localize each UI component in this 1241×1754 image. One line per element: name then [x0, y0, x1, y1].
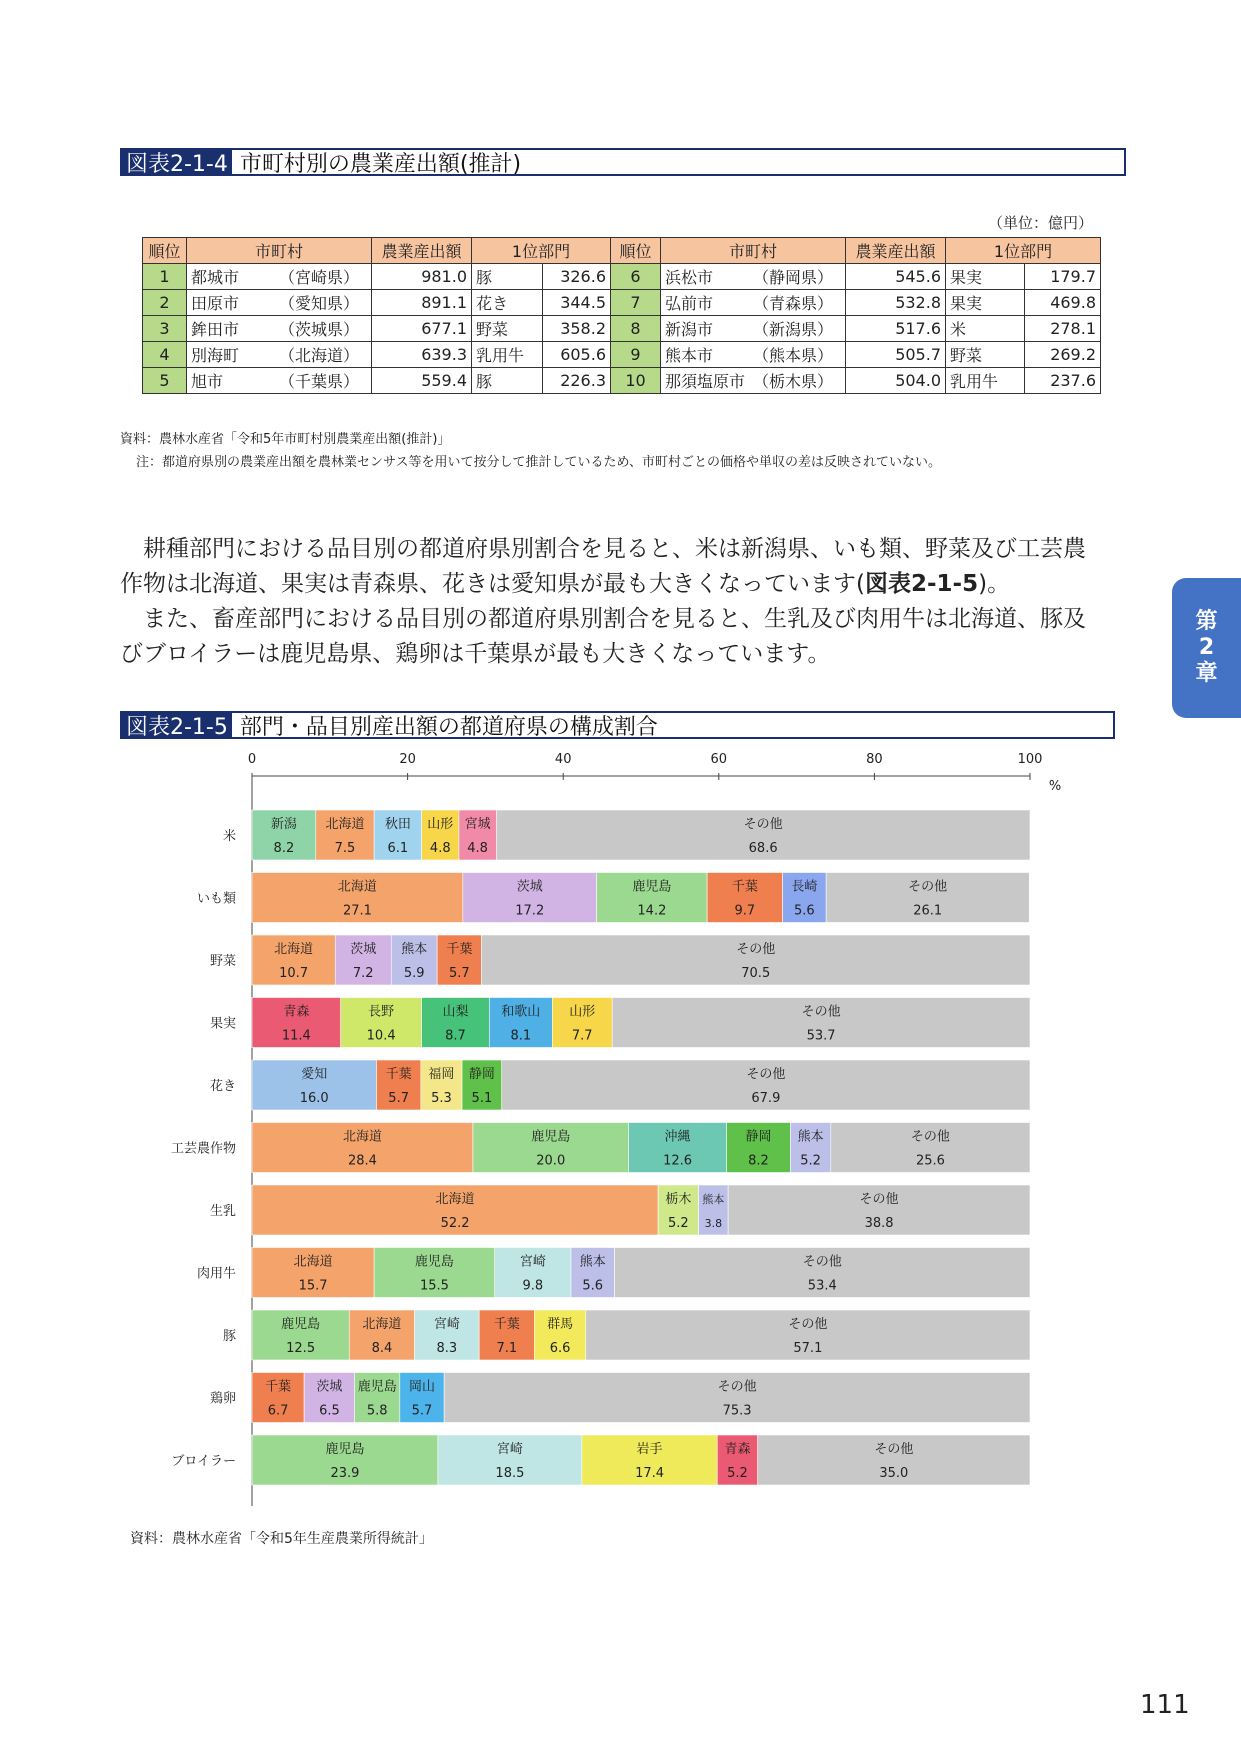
segment-label: その他 — [736, 942, 776, 957]
category-label: 花き — [209, 1079, 236, 1094]
segment-label: その他 — [788, 1317, 828, 1332]
segment-label: 岩手 — [636, 1442, 663, 1457]
segment-value: 52.2 — [440, 1216, 470, 1231]
segment-label: 北海道 — [274, 942, 314, 957]
segment-value: 3.8 — [704, 1217, 723, 1230]
segment-label: 宮城 — [464, 817, 491, 832]
header-city: 市町村 — [661, 238, 846, 264]
figure-number: 図表2-1-4 — [122, 150, 232, 174]
header-output: 農業産出額 — [372, 238, 472, 264]
segment-label: 北海道 — [293, 1254, 333, 1270]
segment-label: 愛知 — [301, 1067, 328, 1082]
segment-value: 67.9 — [751, 1091, 781, 1106]
prefecture-name: （愛知県） — [279, 294, 360, 313]
city-cell — [187, 316, 372, 342]
segment-value: 18.5 — [495, 1466, 525, 1481]
dept-value-cell: 605.6 — [542, 342, 610, 368]
segment-label: 静岡 — [468, 1067, 495, 1082]
category-label: 鶏卵 — [209, 1391, 236, 1407]
dept-cell: 乳用牛 — [472, 342, 543, 368]
stacked-bar-chart — [0, 740, 1241, 1540]
segment-label: 鹿児島 — [531, 1129, 571, 1145]
segment-value: 8.2 — [273, 841, 295, 856]
city-name: 田原市 — [191, 294, 240, 313]
segment-label: その他 — [908, 879, 948, 895]
header-rank: 順位 — [143, 238, 187, 264]
city-cell — [187, 264, 372, 290]
segment-label: その他 — [746, 1067, 786, 1082]
segment-value: 4.8 — [467, 841, 488, 856]
segment-label: 千葉 — [265, 1379, 292, 1395]
rank-cell: 7 — [611, 290, 661, 316]
prefecture-name: （新潟県） — [753, 320, 834, 339]
segment-value: 5.1 — [471, 1091, 493, 1106]
segment-value: 75.3 — [722, 1403, 752, 1419]
segment-label: 長野 — [368, 1004, 395, 1020]
chapter-tab-char: 章 — [1195, 661, 1218, 686]
segment-value: 16.0 — [299, 1091, 329, 1106]
category-label: 豚 — [222, 1329, 236, 1344]
segment-label: 北海道 — [362, 1317, 402, 1332]
city-name: 旭市 — [191, 372, 224, 391]
output-cell: 504.0 — [846, 368, 946, 394]
segment-value: 9.8 — [522, 1278, 544, 1294]
segment-label: 北海道 — [337, 879, 377, 895]
segment-value: 8.1 — [510, 1028, 532, 1044]
segment-value: 7.5 — [334, 841, 356, 856]
segment-label: 新潟 — [270, 817, 297, 832]
output-cell: 891.1 — [372, 290, 472, 316]
segment-value: 17.2 — [515, 903, 545, 919]
rank-cell: 1 — [143, 264, 187, 290]
segment-label: 茨城 — [316, 1379, 343, 1395]
segment-value: 57.1 — [793, 1341, 823, 1356]
segment-label: 山梨 — [442, 1004, 469, 1020]
segment-value: 5.2 — [668, 1216, 689, 1231]
segment-label: 岡山 — [408, 1379, 436, 1395]
table-row — [143, 316, 1101, 342]
figure-reference: 図表2-1-5 — [864, 571, 979, 597]
output-cell: 532.8 — [846, 290, 946, 316]
header-output: 農業産出額 — [846, 238, 946, 264]
segment-label: その他 — [743, 817, 783, 832]
table-row — [143, 290, 1101, 316]
segment-value: 12.5 — [286, 1341, 316, 1356]
segment-label: 北海道 — [435, 1192, 475, 1207]
segment-label: 鹿児島 — [357, 1379, 397, 1395]
segment-label: 鹿児島 — [414, 1254, 454, 1270]
table-row — [143, 264, 1101, 290]
dept-value-cell: 226.3 — [542, 368, 610, 394]
dept-value-cell: 344.5 — [542, 290, 610, 316]
segment-value: 14.2 — [637, 903, 667, 919]
segment-label: 沖縄 — [664, 1129, 691, 1145]
dept-cell: 野菜 — [472, 316, 543, 342]
x-tick-label: 20 — [399, 752, 416, 767]
segment-value: 6.1 — [387, 841, 409, 856]
segment-label: その他 — [802, 1254, 842, 1270]
page-number: 111 — [1140, 1690, 1190, 1720]
dept-value-cell: 469.8 — [1025, 290, 1101, 316]
segment-value: 15.7 — [298, 1278, 328, 1294]
segment-label: 鹿児島 — [281, 1317, 321, 1332]
segment-label: 熊本 — [401, 942, 428, 957]
rank-cell: 4 — [143, 342, 187, 368]
prefecture-name: （茨城県） — [279, 320, 360, 339]
segment-label: 茨城 — [516, 879, 543, 895]
segment-value: 68.6 — [748, 841, 778, 856]
figure-number: 図表2-1-5 — [122, 713, 232, 737]
dept-cell: 野菜 — [946, 342, 1025, 368]
segment-value: 5.3 — [431, 1091, 452, 1106]
header-dept: 1位部門 — [946, 238, 1101, 264]
city-name: 弘前市 — [665, 294, 714, 313]
figure-title-text: 部門・品目別産出額の都道府県の構成割合 — [239, 714, 658, 740]
segment-label: 熊本 — [702, 1193, 725, 1206]
segment-value: 23.9 — [330, 1466, 360, 1481]
x-tick-label: 100 — [1017, 752, 1043, 767]
dept-cell: 豚 — [472, 368, 543, 394]
dept-cell: 米 — [946, 316, 1025, 342]
segment-value: 9.7 — [734, 903, 756, 919]
dept-value-cell: 179.7 — [1025, 264, 1101, 290]
dept-value-cell: 237.6 — [1025, 368, 1101, 394]
category-label: 生乳 — [209, 1204, 236, 1219]
segment-label: 山形 — [427, 817, 454, 832]
segment-label: 宮崎 — [496, 1442, 523, 1457]
city-name: 那須塩原市 — [665, 372, 746, 391]
category-label: いも類 — [196, 891, 236, 907]
segment-label: その他 — [874, 1442, 914, 1457]
segment-label: 宮崎 — [433, 1317, 460, 1332]
city-name: 別海町 — [191, 346, 240, 365]
segment-value: 7.7 — [571, 1028, 593, 1044]
segment-value: 5.9 — [403, 966, 425, 981]
city-cell — [187, 342, 372, 368]
chapter-tab-char: 2 — [1198, 635, 1215, 660]
segment-label: 青森 — [283, 1004, 310, 1020]
header-rank: 順位 — [611, 238, 661, 264]
header-city: 市町村 — [187, 238, 372, 264]
segment-value: 53.4 — [807, 1278, 837, 1294]
output-cell: 517.6 — [846, 316, 946, 342]
prefecture-name: （青森県） — [753, 294, 834, 313]
output-cell: 505.7 — [846, 342, 946, 368]
city-name: 熊本市 — [665, 346, 714, 365]
segment-label: 北海道 — [325, 817, 365, 832]
segment-value: 5.7 — [448, 966, 470, 981]
city-cell — [661, 290, 846, 316]
unit-label: （単位：億円） — [988, 214, 1094, 232]
prefecture-name: （宮崎県） — [279, 268, 360, 287]
city-name: 都城市 — [191, 268, 240, 287]
segment-value: 8.7 — [445, 1028, 466, 1044]
dept-cell: 乳用牛 — [946, 368, 1025, 394]
segment-label: 栃木 — [665, 1192, 692, 1207]
city-name: 鉾田市 — [191, 320, 240, 339]
segment-value: 6.6 — [549, 1341, 571, 1356]
rank-cell: 10 — [611, 368, 661, 394]
city-cell — [187, 290, 372, 316]
segment-label: その他 — [859, 1192, 899, 1207]
output-cell: 677.1 — [372, 316, 472, 342]
dept-cell: 花き — [472, 290, 543, 316]
segment-label: 千葉 — [731, 879, 758, 895]
segment-label: その他 — [717, 1379, 757, 1395]
segment-value: 5.6 — [582, 1278, 604, 1294]
figure-title-2-1-5 — [120, 711, 1115, 739]
segment-value: 6.5 — [319, 1403, 340, 1419]
segment-label: 宮崎 — [519, 1254, 546, 1270]
output-cell: 545.6 — [846, 264, 946, 290]
rank-cell: 5 — [143, 368, 187, 394]
header-dept: 1位部門 — [472, 238, 611, 264]
segment-value: 70.5 — [741, 966, 771, 981]
category-label: 果実 — [209, 1016, 236, 1032]
segment-value: 4.8 — [429, 841, 451, 856]
segment-value: 10.4 — [366, 1028, 396, 1044]
x-tick-label: 0 — [247, 752, 257, 767]
dept-cell: 果実 — [946, 290, 1025, 316]
segment-value: 7.1 — [496, 1341, 518, 1356]
dept-value-cell: 269.2 — [1025, 342, 1101, 368]
figure-title-text: 市町村別の農業産出額(推計) — [239, 151, 522, 177]
rank-cell: 6 — [611, 264, 661, 290]
footnote: 注：都道府県別の農業産出額を農林業センサス等を用いて按分して推計しているため、市町村ごとの価格や単収の差は反映されていない。 — [136, 455, 941, 470]
prefecture-name: （熊本県） — [753, 346, 834, 365]
paragraph-1 — [120, 532, 1105, 602]
prefecture-name: （栃木県） — [753, 372, 834, 391]
segment-value: 25.6 — [915, 1153, 945, 1169]
ranking-table — [142, 237, 1101, 394]
segment-value: 5.6 — [794, 903, 815, 919]
prefecture-name: （千葉県） — [279, 372, 360, 391]
city-name: 浜松市 — [665, 268, 714, 287]
paragraph-1-text: 耕種部門における品目別の都道府県別割合を見ると、米は新潟県、いも類、野菜及び工芸農作物は北海道、果実は青森県、花きは愛知県が最も大きくなっています( — [120, 536, 1086, 597]
segment-label: 青森 — [724, 1442, 751, 1457]
segment-value: 5.2 — [800, 1153, 821, 1169]
city-cell — [661, 264, 846, 290]
table-row — [143, 342, 1101, 368]
body-text — [120, 532, 1105, 672]
dept-cell: 果実 — [946, 264, 1025, 290]
category-label: 米 — [222, 829, 236, 844]
output-cell: 559.4 — [372, 368, 472, 394]
x-tick-label: 80 — [866, 752, 883, 767]
segment-value: 6.7 — [267, 1403, 289, 1419]
rank-cell: 3 — [143, 316, 187, 342]
segment-value: 5.7 — [411, 1403, 433, 1419]
segment-label: その他 — [910, 1129, 950, 1145]
segment-value: 7.2 — [352, 966, 374, 981]
table-row — [143, 368, 1101, 394]
segment-label: 福岡 — [428, 1067, 455, 1082]
segment-label: 山形 — [569, 1004, 596, 1020]
paragraph-1-end: )。 — [978, 571, 1011, 597]
segment-value: 5.8 — [366, 1403, 388, 1419]
dept-value-cell: 278.1 — [1025, 316, 1101, 342]
segment-value: 5.7 — [388, 1091, 409, 1106]
city-name: 新潟市 — [665, 320, 714, 339]
segment-label: その他 — [801, 1004, 841, 1020]
city-cell — [661, 342, 846, 368]
category-label: 工芸農作物 — [170, 1141, 236, 1157]
segment-value: 11.4 — [281, 1028, 311, 1044]
segment-label: 秋田 — [384, 817, 411, 832]
source-note: 資料：農林水産省「令和5年市町村別農業産出額(推計)」 — [120, 432, 451, 447]
category-label: ブロイラー — [171, 1454, 236, 1469]
chart-source: 資料：農林水産省「令和5年生産農業所得統計」 — [130, 1531, 433, 1547]
dept-cell: 豚 — [472, 264, 543, 290]
segment-value: 26.1 — [913, 903, 943, 919]
city-cell — [661, 316, 846, 342]
prefecture-name: （北海道） — [279, 346, 360, 365]
chapter-tab — [1172, 578, 1241, 718]
segment-value: 28.4 — [347, 1153, 377, 1169]
segment-label: 千葉 — [385, 1067, 412, 1082]
segment-label: 和歌山 — [501, 1004, 541, 1020]
rank-cell: 8 — [611, 316, 661, 342]
x-tick-label: 60 — [710, 752, 728, 767]
prefecture-name: （静岡県） — [753, 268, 834, 287]
x-tick-label: 40 — [554, 752, 572, 767]
category-label: 野菜 — [209, 954, 236, 969]
rank-cell: 2 — [143, 290, 187, 316]
segment-label: 茨城 — [350, 942, 377, 957]
segment-label: 群馬 — [547, 1317, 574, 1332]
segment-value: 35.0 — [879, 1466, 909, 1481]
segment-value: 8.2 — [748, 1153, 769, 1169]
segment-value: 8.4 — [371, 1341, 393, 1356]
output-cell: 639.3 — [372, 342, 472, 368]
segment-label: 千葉 — [493, 1317, 520, 1332]
city-cell — [661, 368, 846, 394]
segment-label: 熊本 — [797, 1129, 824, 1145]
rank-cell: 9 — [611, 342, 661, 368]
x-unit-label: % — [1048, 779, 1062, 794]
chapter-tab-char: 第 — [1195, 609, 1218, 634]
segment-label: 鹿児島 — [325, 1442, 365, 1457]
output-cell: 981.0 — [372, 264, 472, 290]
segment-label: 千葉 — [446, 942, 473, 957]
segment-value: 53.7 — [806, 1028, 836, 1044]
category-label: 肉用牛 — [196, 1266, 236, 1282]
city-cell — [187, 368, 372, 394]
segment-label: 熊本 — [579, 1254, 606, 1270]
segment-value: 8.3 — [436, 1341, 458, 1356]
segment-value: 10.7 — [279, 966, 309, 981]
segment-label: 鹿児島 — [632, 879, 672, 895]
paragraph-2: また、畜産部門における品目別の都道府県別割合を見ると、生乳及び肉用牛は北海道、豚及びブロイラーは鹿児島県、鶏卵は千葉県が最も大きくなっています。 — [120, 606, 1086, 667]
segment-label: 長崎 — [791, 879, 818, 895]
segment-value: 20.0 — [536, 1153, 566, 1169]
segment-value: 17.4 — [635, 1466, 665, 1481]
dept-value-cell: 358.2 — [542, 316, 610, 342]
segment-value: 12.6 — [663, 1153, 693, 1169]
segment-label: 北海道 — [342, 1129, 382, 1145]
segment-value: 5.2 — [727, 1466, 748, 1481]
segment-value: 15.5 — [419, 1278, 449, 1294]
segment-value: 38.8 — [864, 1216, 894, 1231]
table-header-row — [143, 238, 1101, 264]
dept-value-cell: 326.6 — [542, 264, 610, 290]
figure-title-2-1-4 — [120, 148, 1126, 176]
segment-value: 27.1 — [342, 903, 372, 919]
segment-label: 静岡 — [745, 1129, 772, 1145]
